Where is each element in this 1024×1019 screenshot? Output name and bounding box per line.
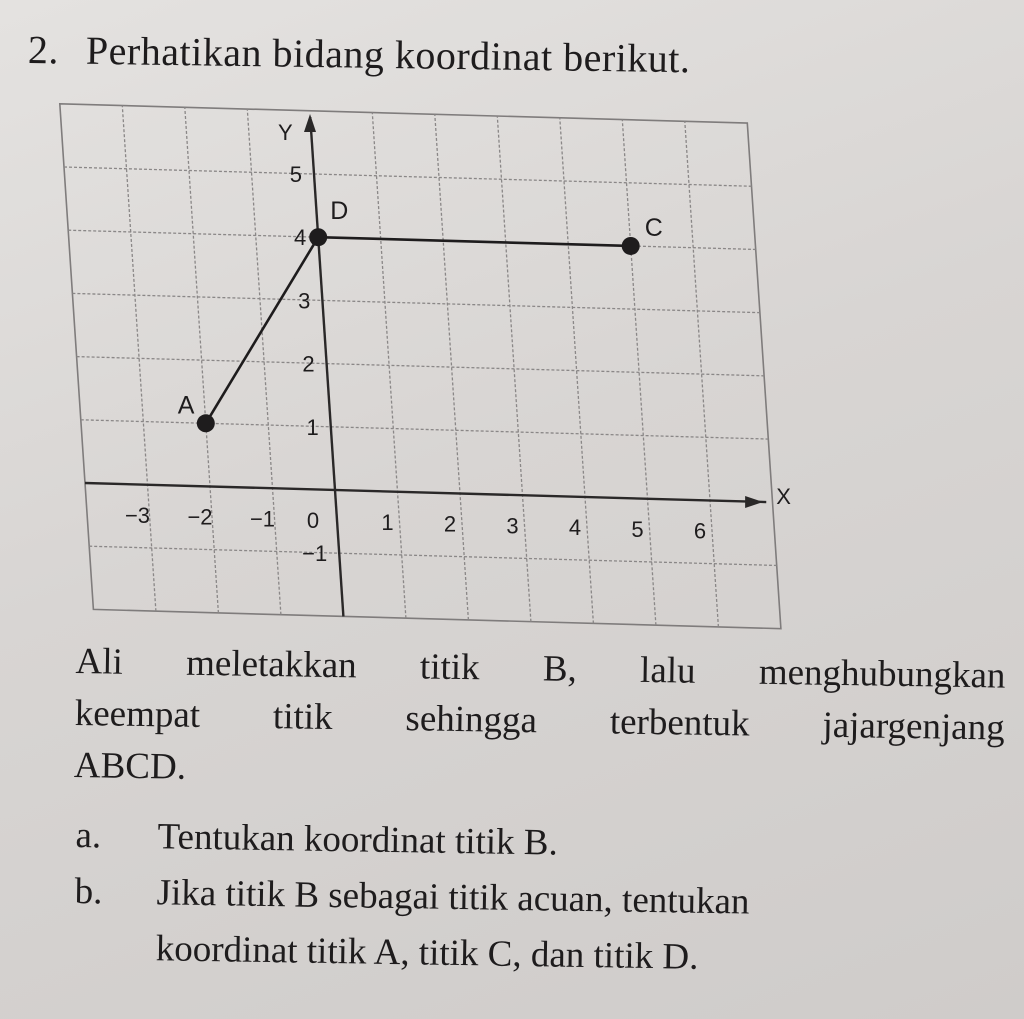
x-axis-label: X [776, 484, 791, 510]
paragraph-line: ABCD. [73, 744, 187, 788]
problem-paragraph [74, 636, 1006, 807]
question-number: 2. [27, 27, 60, 73]
x-tick-label: −1 [249, 506, 276, 532]
y-tick-label: 5 [289, 162, 302, 187]
paragraph-line: Ali meletakkan titik B, lalu menghubungkan [75, 640, 1006, 697]
x-tick-label: 4 [568, 515, 582, 540]
question-title: Perhatikan bidang koordinat berikut. [85, 27, 691, 82]
y-tick-label: 1 [306, 414, 319, 440]
grid-line-horizontal [64, 167, 752, 186]
x-tick-label: 0 [306, 508, 320, 533]
grid-line-horizontal [89, 546, 777, 565]
grid-line-horizontal [77, 357, 765, 376]
point-label-C: C [644, 213, 663, 242]
grid-line-horizontal [72, 293, 760, 312]
grid-border [60, 104, 781, 629]
sub-question-text: Jika titik B sebagai titik acuan, tentukan [156, 872, 750, 923]
point-label-A: A [177, 391, 195, 420]
segment-AD [206, 237, 318, 423]
x-tick-label: −3 [124, 502, 151, 528]
sub-questions [73, 808, 1006, 991]
sub-question-text: koordinat titik A, titik C, dan titik D. [155, 928, 699, 978]
x-tick-label: 1 [381, 509, 394, 535]
sub-question-text: Tentukan koordinat titik B. [157, 816, 559, 864]
y-tick-label: −1 [302, 541, 328, 567]
x-axis [85, 483, 766, 502]
sub-question-b [73, 864, 1005, 991]
y-axis-label: Y [278, 119, 293, 145]
x-tick-label: 3 [506, 513, 519, 539]
x-tick-label: 2 [443, 511, 457, 537]
sub-question-label: a. [75, 814, 102, 857]
grid-line-horizontal [81, 420, 769, 439]
y-tick-label: 2 [302, 351, 315, 377]
sub-question-label: b. [74, 870, 103, 913]
point-A [197, 414, 215, 432]
y-axis-arrow [304, 114, 316, 132]
x-tick-label: 5 [631, 516, 644, 542]
x-axis-arrow [745, 496, 763, 508]
x-tick-label: 6 [693, 518, 707, 544]
segment-DC [318, 237, 631, 246]
y-tick-label: 3 [298, 288, 311, 314]
point-D [309, 228, 327, 246]
point-C [622, 237, 640, 255]
x-tick-label: −2 [187, 504, 213, 530]
y-tick-label: 4 [293, 225, 307, 251]
paragraph-line: keempat titik sehingga terbentuk jajargenjang [74, 692, 1005, 749]
point-label-D: D [330, 197, 349, 226]
